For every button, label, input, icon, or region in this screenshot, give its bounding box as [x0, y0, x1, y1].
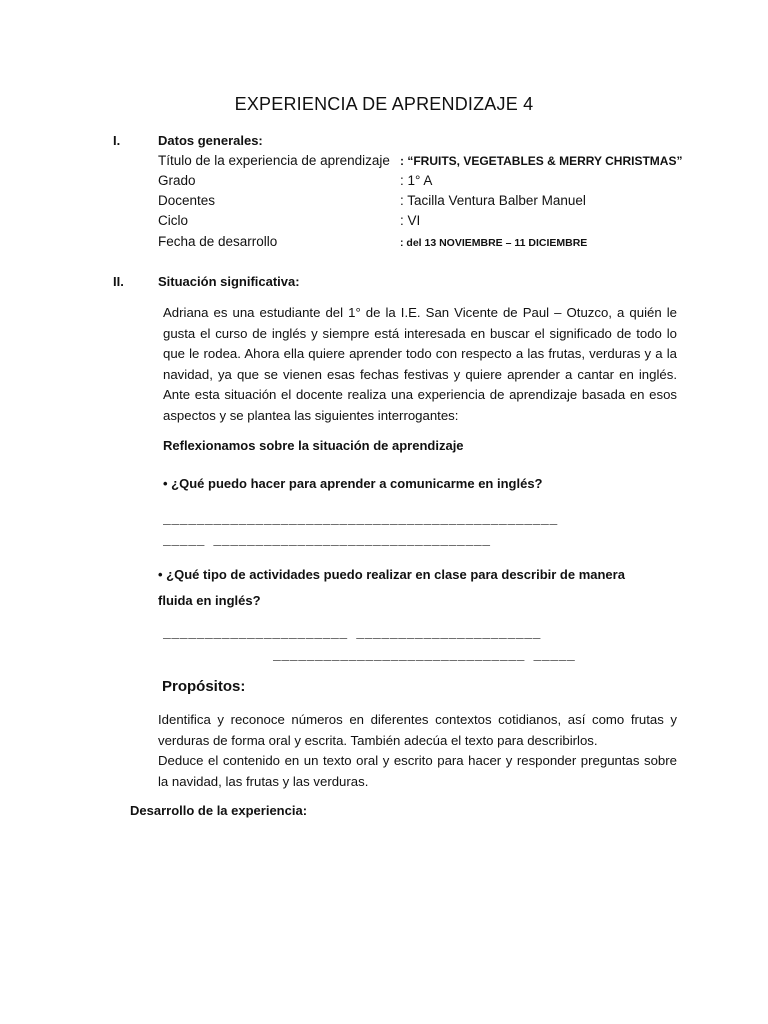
- reflection-heading: Reflexionamos sobre la situación de aprendizaje: [163, 438, 464, 453]
- info-value-title: : “FRUITS, VEGETABLES & MERRY CHRISTMAS”: [400, 154, 683, 168]
- info-value-cycle: : VI: [400, 213, 421, 228]
- info-label-teachers: Docentes: [158, 193, 216, 208]
- development-heading: Desarrollo de la experiencia:: [130, 803, 308, 818]
- answer-1-line-2: _____ _________________________________: [163, 533, 491, 548]
- info-value-grade: : 1° A: [400, 173, 433, 188]
- info-label-title: Título de la experiencia de aprendizaje: [158, 153, 390, 168]
- info-value-teachers: : Tacilla Ventura Balber Manuel: [400, 193, 586, 208]
- section-2-heading: Situación significativa:: [158, 274, 300, 289]
- question-1: • ¿Qué puedo hacer para aprender a comunicarme en inglés?: [163, 476, 543, 491]
- purposes-heading: Propósitos:: [162, 678, 246, 695]
- section-1-numeral: I.: [113, 133, 121, 148]
- info-label-date: Fecha de desarrollo: [158, 234, 278, 249]
- question-2-line-2: fluida en inglés?: [158, 593, 261, 608]
- section-2-numeral: II.: [113, 274, 124, 289]
- situation-paragraph: Adriana es una estudiante del 1° de la I.E. San Vicente de Paul – Otuzco, a quién le gusta el curso de inglés y siempre está interesada en buscar el significado de todo lo que le rodea. Ahora ella quiere aprender todo con respecto a las frutas, verduras y a la navidad, ya que se vienen esas fechas festivas y quiere aprender a cantar en inglés. Ante esta situación el docente realiza una experiencia de aprendizaje basada en esos aspectos y se plantea las siguientes interrogantes:: [163, 305, 677, 423]
- answer-2-line-2: ______________________________ _____: [273, 648, 576, 663]
- purposes-paragraph-1: Identifica y reconoce números en diferentes contextos cotidianos, así como frutas y verduras de forma oral y escrita. También adecúa el texto para describirlos.: [158, 712, 677, 748]
- info-value-date: : del 13 NOVIEMBRE – 11 DICIEMBRE: [400, 237, 588, 249]
- answer-2-line-1: ______________________ ______________________: [163, 626, 542, 641]
- document-title: EXPERIENCIA DE APRENDIZAJE 4: [234, 94, 534, 114]
- answer-1-line-1: _______________________________________________: [163, 512, 558, 527]
- info-label-cycle: Ciclo: [158, 213, 189, 228]
- purposes-paragraph-2: Deduce el contenido en un texto oral y escrito para hacer y responder preguntas sobre la navidad, las frutas y las verduras.: [158, 753, 677, 789]
- section-1-heading: Datos generales:: [158, 133, 263, 148]
- info-label-grade: Grado: [158, 173, 196, 188]
- question-2-line-1: • ¿Qué tipo de actividades puedo realizar en clase para describir de manera: [158, 567, 625, 582]
